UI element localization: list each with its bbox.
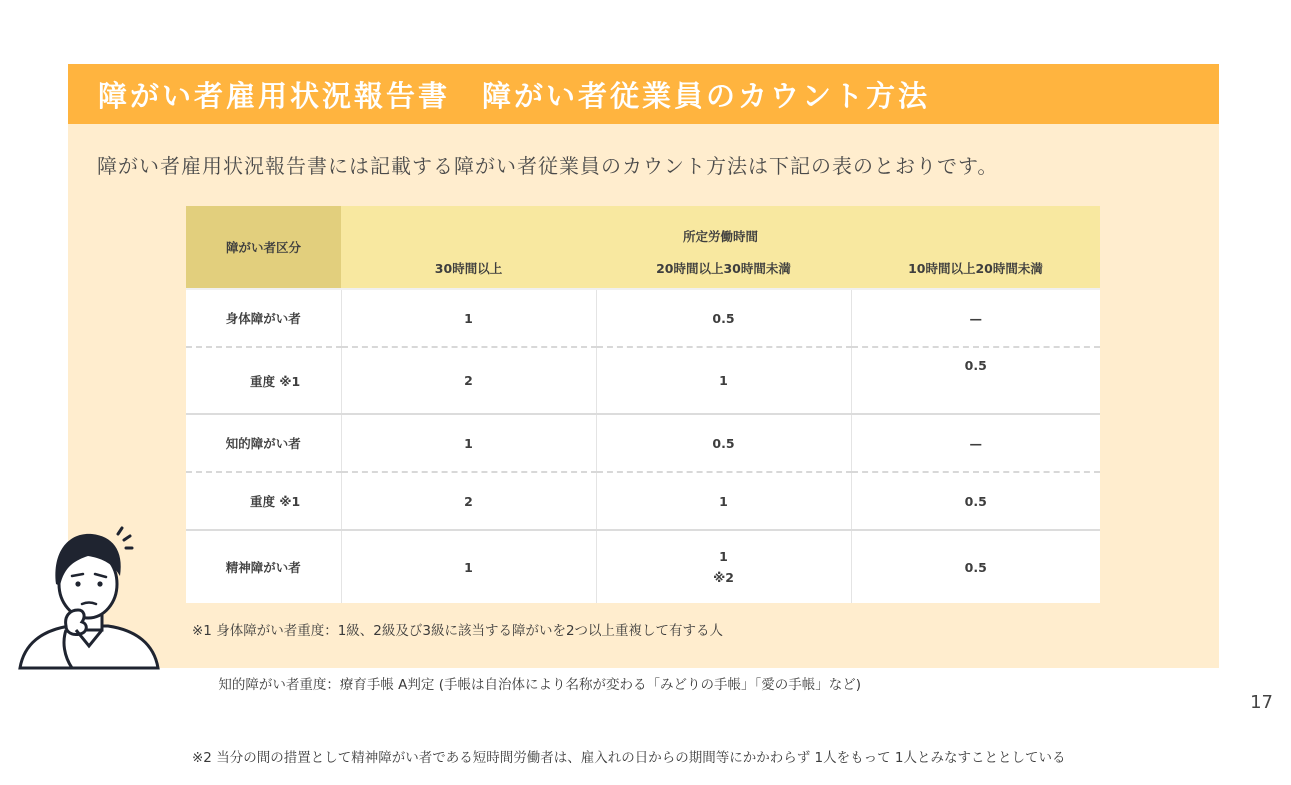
footnotes xyxy=(192,586,1065,785)
row-label: 身体障がい者 xyxy=(186,289,341,347)
table-cell: 0.5 xyxy=(596,414,851,472)
table-cell: 0.5 xyxy=(596,289,851,347)
table-cell: 1 xyxy=(341,289,596,347)
table-row xyxy=(186,414,1100,472)
hours-header: 所定労働時間 xyxy=(341,206,1100,247)
column-header: 30時間以上 xyxy=(341,247,596,289)
column-header: 20時間以上30時間未満 xyxy=(596,247,851,289)
title-bar xyxy=(68,64,1219,124)
page-number: 17 xyxy=(1250,692,1273,713)
table-cell: 2 xyxy=(341,347,596,414)
table-cell: — xyxy=(851,414,1100,472)
footnote-1-line-2: 知的障がい者重度：療育手帳 A判定 (手帳は自治体により名称が変わる「みどりの手帳」「愛の手帳」など) xyxy=(192,677,861,693)
table-cell: 0.5 xyxy=(851,347,1100,414)
cell-value: 1 xyxy=(719,549,728,564)
column-header: 10時間以上20時間未満 xyxy=(851,247,1100,289)
footnote-1-line-1: ※1 身体障がい者重度：1級、2級及び3級に該当する障がいを2つ以上重複して有する人 xyxy=(192,623,724,639)
table-row xyxy=(186,472,1100,530)
table-cell: — xyxy=(851,289,1100,347)
page-title: 障がい者雇用状況報告書 障がい者従業員のカウント方法 xyxy=(98,78,931,113)
footnote-2: ※2 当分の間の措置として精神障がい者である短時間労働者は、雇入れの日からの期間等にかかわらず 1人をもって 1人とみなすこととしている xyxy=(192,750,1066,766)
table-cell: 1 xyxy=(341,414,596,472)
thinking-person-icon xyxy=(14,526,164,672)
table-cell: 1 xyxy=(596,347,851,414)
row-label: 重度 ※1 xyxy=(186,472,341,530)
table-cell: 0.5 xyxy=(851,530,1100,603)
row-label: 精神障がい者 xyxy=(186,530,341,603)
table-cell: 0.5 xyxy=(851,472,1100,530)
category-header: 障がい者区分 xyxy=(186,206,341,289)
table-cell: 2 xyxy=(341,472,596,530)
row-label: 重度 ※1 xyxy=(186,347,341,414)
table-row xyxy=(186,347,1100,414)
table-cell: 1 xyxy=(341,530,596,603)
count-table xyxy=(186,206,1100,603)
intro-text: 障がい者雇用状況報告書には記載する障がい者従業員のカウント方法は下記の表のとおりです。 xyxy=(97,154,999,178)
table-cell: 1 xyxy=(596,472,851,530)
note-marker: ※2 xyxy=(713,570,734,585)
table-row xyxy=(186,289,1100,347)
row-label: 知的障がい者 xyxy=(186,414,341,472)
